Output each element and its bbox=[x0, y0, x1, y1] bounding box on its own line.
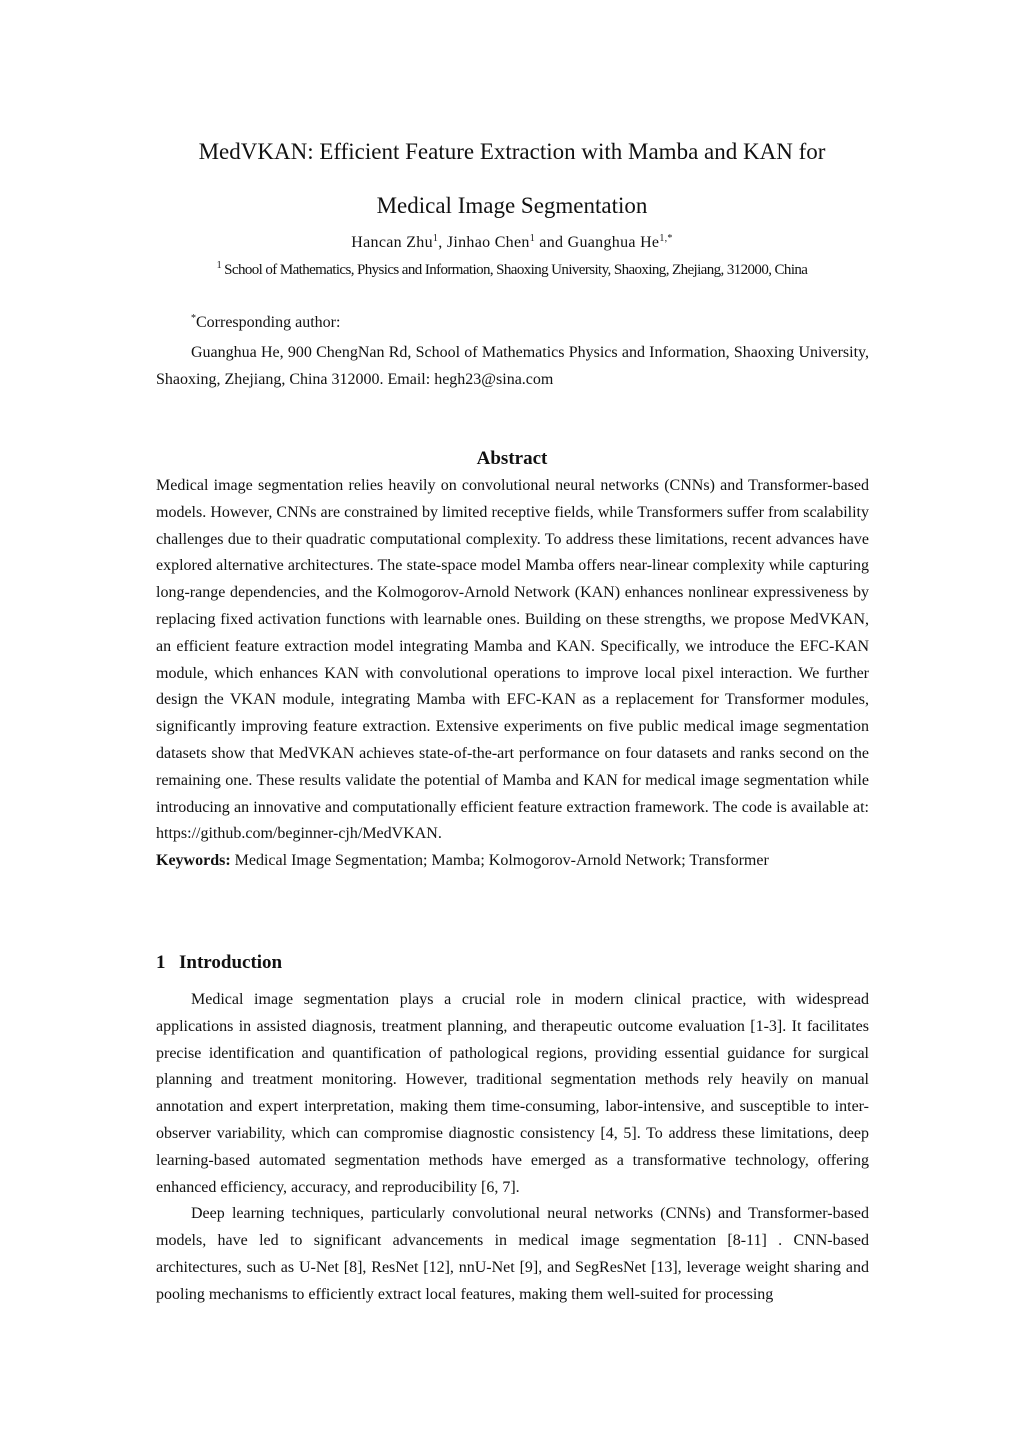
corresponding-author-label bbox=[191, 314, 340, 332]
keywords bbox=[156, 848, 869, 875]
keywords-label: Keywords: bbox=[156, 852, 231, 870]
abstract-heading: Abstract bbox=[476, 448, 548, 469]
author-separator: , bbox=[438, 234, 447, 251]
corresponding-mark: * bbox=[191, 313, 196, 324]
author-affiliation-mark: 1 bbox=[529, 233, 535, 244]
keywords-text: Medical Image Segmentation; Mamba; Kolmogorov-Arnold Network; Transformer bbox=[230, 852, 769, 870]
corresponding-label-text: Corresponding author: bbox=[196, 314, 341, 331]
author-list bbox=[0, 234, 1024, 252]
affiliation-text: School of Mathematics, Physics and Information, Shaoxing University, Shaoxing, Zhejiang, 312000, China bbox=[221, 262, 808, 278]
author-separator: and bbox=[535, 234, 568, 251]
affiliation-mark: 1 bbox=[216, 260, 222, 271]
body-paragraph: Deep learning techniques, particularly convolutional neural networks (CNNs) and Transformer-based models, have led to significant advancements in medical image segmentation [8-11] . CNN-based architectures, such as U-Net [8], ResNet [12], nnU-Net [9], and SegResNet [13], leverage weight sharing and pooling mechanisms to efficiently extract local features, making them well-suited for processing bbox=[156, 1205, 869, 1303]
body-paragraph: Medical image segmentation plays a crucial role in modern clinical practice, with widespread applications in assisted diagnosis, treatment planning, and therapeutic outcome evaluation [1-3]. It facilitates precise identification and quantification of pathological regions, providing essential guidance for surgical planning and treatment monitoring. However, traditional segmentation methods rely heavily on manual annotation and expert interpretation, making them time-consuming, labor-intensive, and susceptible to inter-observer variability, which can compromise diagnostic consistency [4, 5]. To address these limitations, deep learning-based automated segmentation methods have emerged as a transformative technology, offering enhanced efficiency, accuracy, and reproducibility [6, 7]. bbox=[156, 991, 869, 1196]
introduction-body bbox=[156, 987, 869, 1309]
author-affiliation-mark: 1,* bbox=[659, 233, 673, 244]
affiliation bbox=[0, 262, 1024, 279]
corresponding-author-details bbox=[156, 340, 869, 394]
paper-title-line-1: MedVKAN: Efficient Feature Extraction with Mamba and KAN for bbox=[198, 139, 826, 164]
section-heading bbox=[156, 952, 282, 974]
abstract-text: Medical image segmentation relies heavily on convolutional neural networks (CNNs) and Transformer-based models. However, CNNs are constrained by limited receptive fields, while Transformers suffer from scalability challenges due to their quadratic computational complexity. To address these limitations, recent advances have explored alternative architectures. The state-space model Mamba offers near-linear complexity while capturing long-range dependencies, and the Kolmogorov-Arnold Network (KAN) enhances nonlinear expressiveness by replacing fixed activation functions with learnable ones. Building on these strengths, we propose MedVKAN, an efficient feature extraction model integrating Mamba and KAN. Specifically, we introduce the EFC-KAN module, which enhances KAN with convolutional operations to improve local pixel interaction. We further design the VKAN module, integrating Mamba with EFC-KAN as a replacement for Transformer modules, significantly improving feature extraction. Extensive experiments on five public medical image segmentation datasets show that MedVKAN achieves state-of-the-art performance on four datasets and ranks second on the remaining one. These results validate the potential of Mamba and KAN for medical image segmentation while introducing an innovative and computationally efficient feature extraction framework. The code is available at: https://github.com/beginner-cjh/MedVKAN. bbox=[156, 477, 869, 843]
author-name: Jinhao Chen bbox=[446, 234, 530, 251]
section-title: Introduction bbox=[179, 952, 283, 973]
abstract-section bbox=[156, 473, 869, 875]
author-name: Hancan Zhu bbox=[351, 234, 433, 251]
corresponding-author-text: Guanghua He, 900 ChengNan Rd, School of Mathematics Physics and Information, Shaoxing University, Shaoxing, Zhejiang, China 312000. Email: hegh23@sina.com bbox=[156, 344, 869, 388]
paper-title-line-2: Medical Image Segmentation bbox=[376, 193, 648, 218]
author-name: Guanghua He bbox=[567, 234, 660, 251]
author-affiliation-mark: 1 bbox=[432, 233, 439, 244]
section-number: 1 bbox=[156, 952, 166, 973]
